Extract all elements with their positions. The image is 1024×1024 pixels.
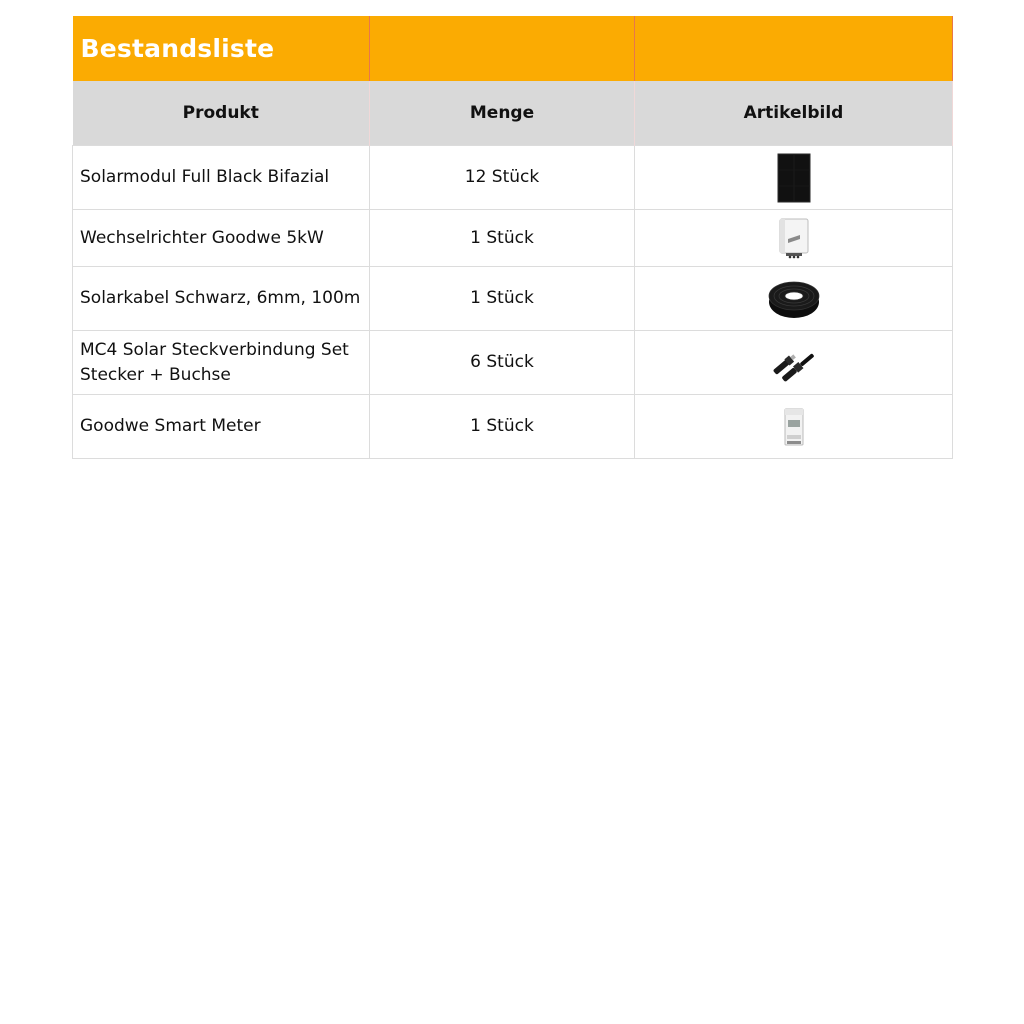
- mc4-connector-icon: [771, 341, 817, 385]
- image-cell: [635, 395, 953, 459]
- image-cell: [635, 210, 953, 267]
- column-header-quantity: Menge: [370, 81, 635, 146]
- header-row: [73, 81, 953, 146]
- image-cell: [635, 331, 953, 395]
- column-header-image: Artikelbild: [635, 81, 953, 146]
- product-cell: Goodwe Smart Meter: [73, 395, 370, 459]
- image-cell: [635, 267, 953, 331]
- inventory-sheet: [72, 16, 952, 459]
- image-cell: [635, 146, 953, 210]
- column-header-product: Produkt: [73, 81, 370, 146]
- quantity-cell: 1 Stück: [370, 395, 635, 459]
- smart-meter-icon: [782, 407, 806, 447]
- table-row: [73, 146, 953, 210]
- product-cell: Wechselrichter Goodwe 5kW: [73, 210, 370, 267]
- title-cell: [73, 16, 370, 81]
- table-title: Bestandsliste: [80, 34, 275, 63]
- quantity-cell: 6 Stück: [370, 331, 635, 395]
- product-cell: MC4 Solar Steckverbindung Set Stecker + Buchse: [73, 331, 370, 395]
- inventory-table: [72, 16, 953, 459]
- table-row: [73, 267, 953, 331]
- title-cell-empty: [370, 16, 635, 81]
- product-cell: Solarkabel Schwarz, 6mm, 100m: [73, 267, 370, 331]
- quantity-cell: 1 Stück: [370, 210, 635, 267]
- inverter-icon: [776, 217, 812, 259]
- quantity-cell: 12 Stück: [370, 146, 635, 210]
- table-row: [73, 331, 953, 395]
- product-cell: Solarmodul Full Black Bifazial: [73, 146, 370, 210]
- cable-coil-icon: [767, 278, 821, 320]
- title-cell-empty: [635, 16, 953, 81]
- table-row: [73, 395, 953, 459]
- quantity-cell: 1 Stück: [370, 267, 635, 331]
- solar-panel-icon: [777, 153, 811, 203]
- table-row: [73, 210, 953, 267]
- title-row: [73, 16, 953, 81]
